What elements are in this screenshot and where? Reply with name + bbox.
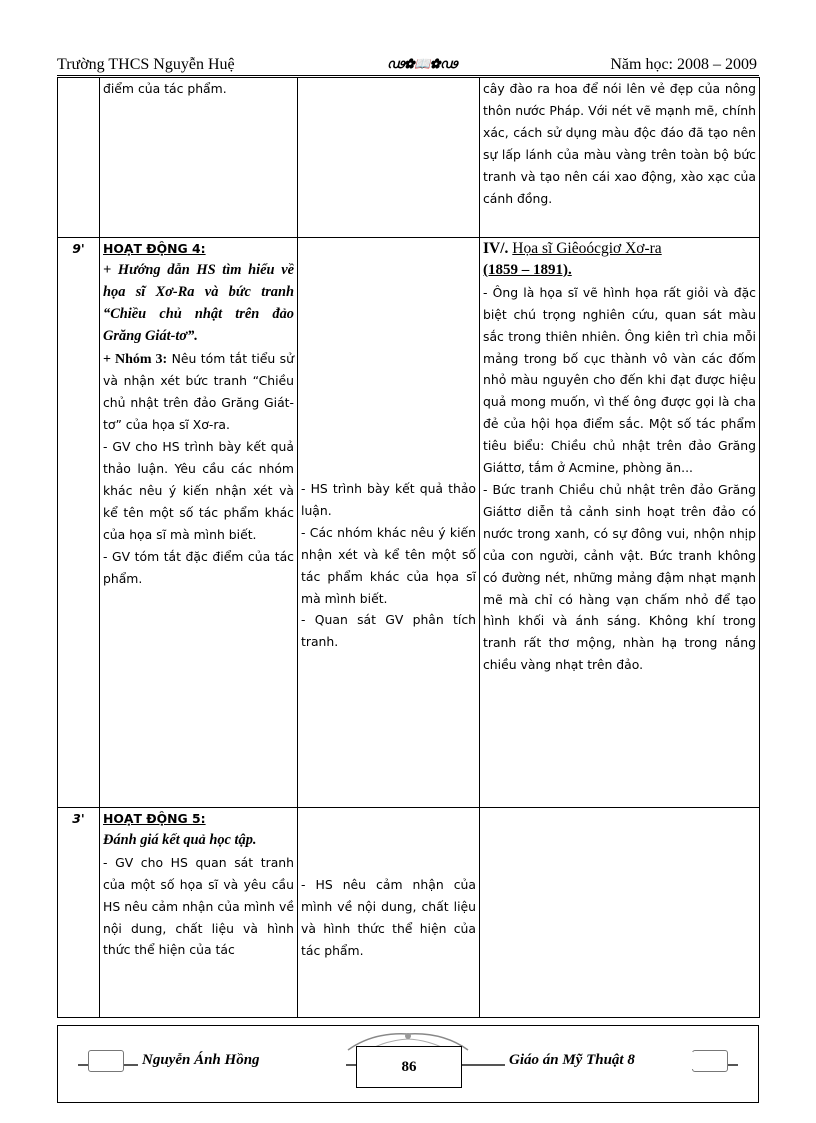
lesson-plan-table [57, 77, 760, 1018]
content-cell [480, 808, 760, 1018]
group-text: Nêu tóm tắt tiểu sử và nhận xét bức tranh “Chiều chủ nhật trên đảo Grăng Giát-tơ” của họa sĩ Xơ-ra. [103, 350, 294, 433]
teacher-text: - GV cho HS quan sát tranh của một số họa sĩ và yêu cầu HS nêu cảm nhận của mình về nội dung, chất liệu và hình thức thể hiện của tác [103, 854, 294, 958]
content-text: - Bức tranh Chiều chủ nhật trên đảo Grăng Giáttơ diễn tả cảnh sinh hoạt trên đảo có nước trong xanh, có sự đông vui, nhộn nhịp của con người, cảnh vật. Bức tranh không có đường nét, những mảng đậm nhạt mạnh mẽ mà chỉ có hàng vạn chấm nhỏ để tạo hình khối và ánh sáng. Không khí trong tranh rất thơ mộng, nhàn hạ trong nắng chiều vàng nhạt trên đảo. [483, 481, 756, 673]
header-ornament: ഢ✿📖✿ഢ [387, 56, 457, 71]
activity-heading: HOẠT ĐỘNG 5: [103, 811, 206, 826]
time-cell: 9' [58, 238, 100, 808]
page-footer [57, 1025, 759, 1103]
time-cell: 3' [58, 808, 100, 1018]
section-number: IV/. [483, 240, 509, 257]
document-subject: Giáo án Mỹ Thuật 8 [505, 1052, 693, 1069]
scroll-ornament-left [88, 1050, 124, 1072]
group-label: + Nhóm 3: [103, 351, 168, 367]
section-years: (1859 – 1891). [483, 261, 572, 278]
student-text: - HS trình bày kết quả thảo luận. [301, 481, 476, 518]
section-title: Họa sĩ Giêoócgiơ Xơ-ra [512, 240, 662, 257]
table-row [58, 808, 760, 1018]
content-text: cây đào ra hoa để nói lên vẻ đẹp của nông thôn nước Pháp. Với nét vẽ mạnh mẽ, chính xác, cách sử dụng màu độc đáo đã tạo nên sự lấp lánh của màu vàng trên toàn bộ bức tranh và tạo nên cái xao động, xào xạc của cánh đồng. [483, 81, 756, 206]
page-number: 86 [356, 1046, 462, 1088]
student-activity-cell [298, 238, 480, 808]
scroll-ornament-right [692, 1050, 728, 1072]
student-text: - HS nêu cảm nhận của mình về nội dung, chất liệu và hình thức thể hiện của tác phẩm. [301, 877, 476, 958]
activity-goal: Đánh giá kết quả học tập. [103, 831, 257, 848]
table-row [58, 78, 760, 238]
school-year: Năm học: 2008 – 2009 [610, 56, 757, 73]
table-row [58, 238, 760, 808]
header-rule [57, 75, 759, 76]
teacher-text: - GV tóm tắt đặc điểm của tác phẩm. [103, 548, 294, 586]
content-text: - Ông là họa sĩ vẽ hình họa rất giỏi và đặc biệt chú trọng nghiên cứu, quan sát màu sắc trong thiên nhiên. Ông kiên trì chia mỗi mảng trong bố cục thành vô vàn các đốm nhỏ màu nguyên cho đến khi đạt được hiệu quả mong muốn, vì thế ông được gọi là cha đẻ của hội họa điểm sắc. Một số tác phẩm tiêu biểu: Chiều chủ nhật trên đảo Grăng Giáttơ, tắm ở Acmine, phòng ăn... [483, 284, 756, 476]
section-heading [483, 238, 756, 260]
student-activity-cell [298, 808, 480, 1018]
group-task [103, 348, 294, 437]
activity-heading: HOẠT ĐỘNG 4: [103, 241, 206, 256]
activity-goal: + Hướng dẫn HS tìm hiểu về họa sĩ Xơ-Ra và bức tranh “Chiều chủ nhật trên đảo Grăng Giát-tơ”. [103, 261, 294, 344]
student-text: - Các nhóm khác nêu ý kiến nhận xét và kể tên một số tác phẩm khác của họa sĩ mà mình biết. [301, 524, 476, 606]
student-activity-cell [298, 78, 480, 238]
teacher-activity-cell [100, 78, 298, 238]
content-cell [480, 78, 760, 238]
school-name: Trường THCS Nguyễn Huệ [57, 56, 235, 73]
page-header [57, 52, 757, 76]
teacher-activity-cell [100, 238, 298, 808]
student-text: - Quan sát GV phân tích tranh. [301, 612, 476, 650]
time-cell [58, 78, 100, 238]
teacher-text: điểm của tác phẩm. [103, 81, 227, 96]
content-cell [480, 238, 760, 808]
teacher-activity-cell [100, 808, 298, 1018]
author-name: Nguyễn Ánh Hồng [138, 1052, 346, 1069]
teacher-text: - GV cho HS trình bày kết quả thảo luận. Yêu cầu các nhóm khác nêu ý kiến nhận xét và kể tên một số tác phẩm khác của họa sĩ mà mình biết. [103, 439, 294, 542]
